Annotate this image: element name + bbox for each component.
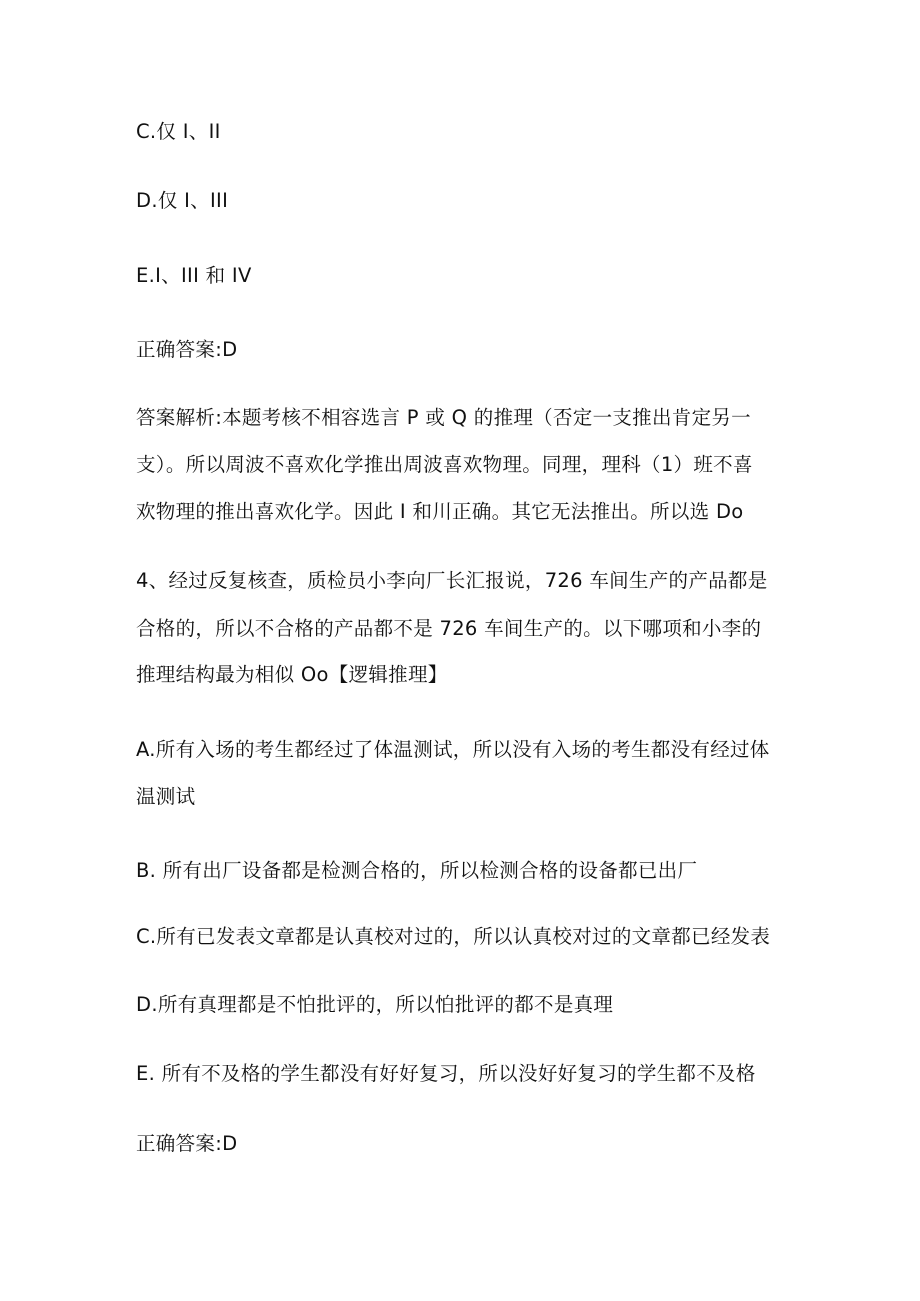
prev-option-c: C.仅 I、II — [136, 120, 221, 143]
prev-option-d: D.仅 I、III — [136, 189, 229, 212]
analysis-line-3: 欢物理的推出喜欢化学。因此 I 和川正确。其它无法推出。所以选 Do — [136, 500, 744, 523]
option-d: D.所有真理都是不怕批评的，所以怕批评的都不是真理 — [136, 993, 614, 1016]
prev-correct-answer: 正确答案:D — [136, 338, 238, 361]
q4-correct-answer: 正确答案:D — [136, 1132, 238, 1155]
question-4-line-2: 合格的，所以不合格的产品都不是 726 车间生产的。以下哪项和小李的 — [136, 617, 762, 640]
option-c: C.所有已发表文章都是认真校对过的，所以认真校对过的文章都已经发表 — [136, 925, 771, 948]
question-4-line-1: 4、经过反复核查，质检员小李向厂长汇报说，726 车间生产的产品都是 — [136, 569, 768, 592]
analysis-line-1: 答案解析:本题考核不相容选言 P 或 Q 的推理（否定一支推出肯定另一 — [136, 406, 751, 429]
analysis-line-2: 支）。所以周波不喜欢化学推出周波喜欢物理。同理，理科（1）班不喜 — [136, 453, 753, 476]
option-a-line-1: A.所有入场的考生都经过了体温测试，所以没有入场的考生都没有经过体 — [136, 738, 770, 761]
option-a-line-2: 温测试 — [136, 785, 196, 808]
question-4-line-3: 推理结构最为相似 Oo【逻辑推理】 — [136, 663, 448, 686]
option-b: B. 所有出厂设备都是检测合格的，所以检测合格的设备都已出厂 — [136, 859, 698, 882]
option-e: E. 所有不及格的学生都没有好好复习，所以没好好复习的学生都不及格 — [136, 1062, 756, 1085]
prev-option-e: E.I、III 和 IV — [136, 264, 252, 287]
